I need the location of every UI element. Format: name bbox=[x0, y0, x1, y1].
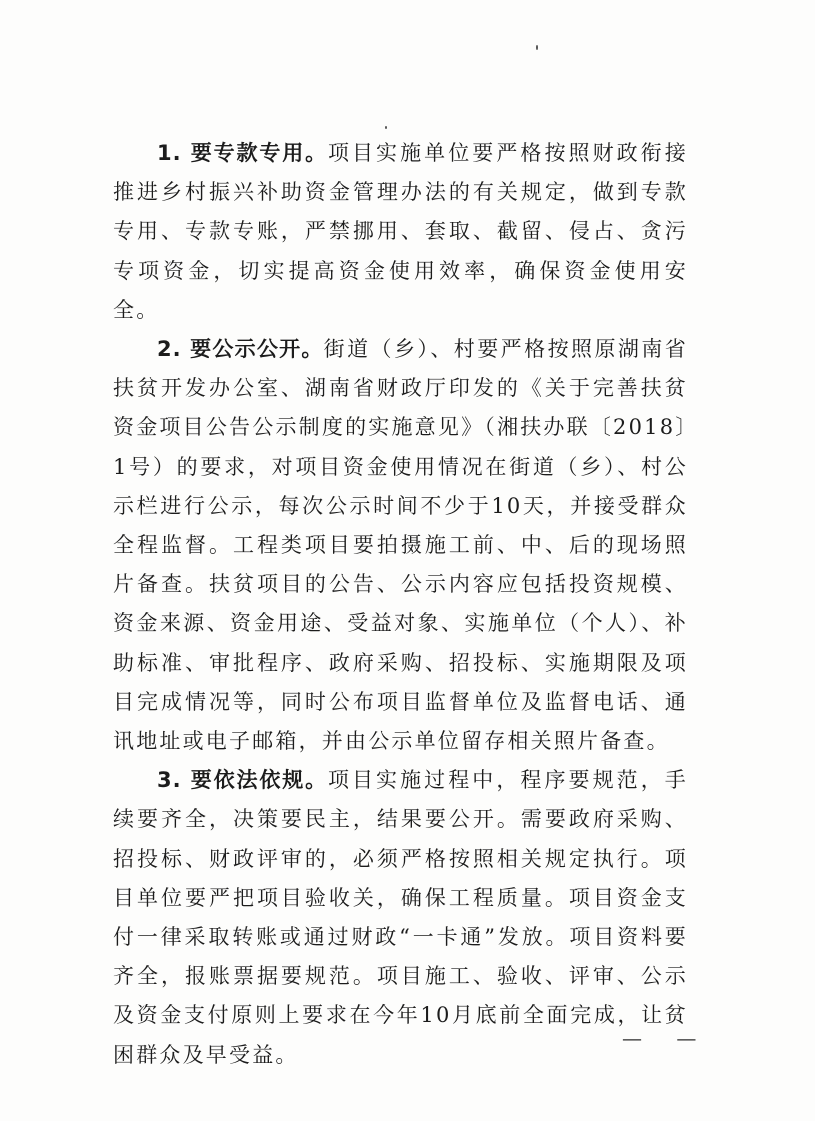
scan-speck bbox=[385, 126, 387, 129]
document-body bbox=[113, 134, 688, 1075]
paragraph-text: 街道（乡）、村要严格按照原湖南省扶贫开发办公室、湖南省财政厅印发的《关于完善扶贫资金项目公告公示制度的实施意见》（湘扶办联〔2018〕1号）的要求，对项目资金使用情况在街道（乡）、村公示栏进行公示，每次公示时间不少于10天，并接受群众全程监督。工程类项目要拍摄施工前、中、后的现场照片备查。扶贫项目的公告、公示内容应包括投资规模、资金来源、资金用途、受益对象、实施单位（个人）、补助标准、审批程序、政府采购、招投标、实施期限及项目完成情况等，同时公布项目监督单位及监督电话、通讯地址或电子邮箱，并由公示单位留存相关照片备查。 bbox=[113, 337, 688, 754]
paragraph-heading: 2. 要公示公开。 bbox=[157, 337, 324, 362]
paragraph-text: 项目实施单位要严格按照财政衔接推进乡村振兴补助资金管理办法的有关规定，做到专款专用、专款专账，严禁挪用、套取、截留、侵占、贪污专项资金，切实提高资金使用效率，确保资金使用安全。 bbox=[113, 141, 688, 322]
paragraph-lawful-compliance bbox=[113, 761, 688, 1075]
scan-speck bbox=[536, 45, 538, 50]
paragraph-text: 项目实施过程中，程序要规范，手续要齐全，决策要民主，结果要公开。需要政府采购、招投标、财政评审的，必须严格按照相关规定执行。项目单位要严把项目验收关，确保工程质量。项目资金支付一律采取转账或通过财政“一卡通”发放。项目资料要齐全，报账票据要规范。项目施工、验收、评审、公示及资金支付原则上要求在今年10月底前全面完成，让贫困群众及早受益。 bbox=[113, 768, 688, 1067]
paragraph-special-funds bbox=[113, 134, 688, 330]
paragraph-heading: 1. 要专款专用。 bbox=[157, 141, 328, 165]
paragraph-heading: 3. 要依法依规。 bbox=[157, 768, 328, 793]
paragraph-public-disclosure bbox=[113, 330, 688, 761]
page-number-marker: — — bbox=[622, 1026, 711, 1050]
